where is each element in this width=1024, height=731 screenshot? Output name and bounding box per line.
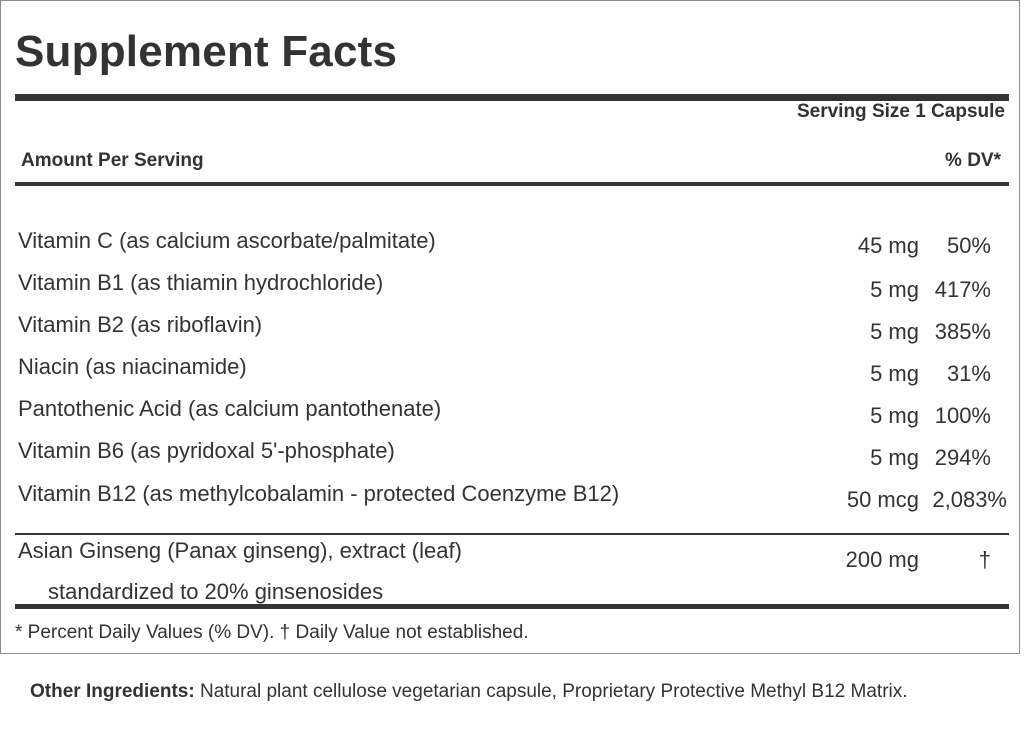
- ginseng-amount: 200 mg: [845, 547, 919, 572]
- nutrient-dv: 2,083%: [932, 487, 1007, 512]
- nutrient-amount: 5 mg: [870, 361, 919, 386]
- amount-per-serving-label: Amount Per Serving: [21, 150, 204, 171]
- header-rule: [15, 182, 1009, 186]
- bottom-thick-rule: [15, 604, 1009, 609]
- ginseng-dv: †: [978, 547, 991, 572]
- nutrient-dv: 31%: [946, 361, 991, 386]
- nutrient-dv: 294%: [934, 445, 991, 470]
- nutrient-amount: 50 mcg: [846, 487, 919, 512]
- other-ingredients-text: Natural plant cellulose vegetarian capsule, Proprietary Protective Methyl B12 Matrix.: [194, 681, 908, 702]
- dv-footnote: * Percent Daily Values (% DV). † Daily Value not established.: [15, 622, 529, 643]
- nutrient-amount: 5 mg: [870, 403, 919, 428]
- ginseng-name: Asian Ginseng (Panax ginseng), extract (leaf): [18, 538, 462, 563]
- nutrient-dv: 385%: [934, 319, 991, 344]
- nutrient-dv: 100%: [934, 403, 991, 428]
- nutrient-dv: 50%: [946, 233, 991, 258]
- nutrient-dv: 417%: [934, 277, 991, 302]
- nutrient-amount: 5 mg: [870, 445, 919, 470]
- ginseng-divider: [15, 533, 1009, 535]
- nutrient-name: Vitamin C (as calcium ascorbate/palmitate): [18, 228, 436, 253]
- nutrient-name: Vitamin B2 (as riboflavin): [18, 312, 263, 337]
- dv-header: % DV*: [945, 150, 1001, 171]
- other-ingredients: [30, 676, 1010, 708]
- nutrient-name: Vitamin B12 (as methylcobalamin - protected Coenzyme B12): [18, 481, 620, 506]
- nutrient-amount: 5 mg: [870, 277, 919, 302]
- panel-title: Supplement Facts: [15, 27, 398, 76]
- top-thick-rule: [15, 94, 1009, 101]
- nutrient-name: Pantothenic Acid (as calcium pantothenate): [18, 396, 442, 421]
- nutrient-amount: 45 mg: [857, 233, 919, 258]
- nutrient-name: Niacin (as niacinamide): [18, 354, 247, 379]
- ginseng-detail: standardized to 20% ginsenosides: [48, 579, 384, 604]
- serving-size: Serving Size 1 Capsule: [796, 101, 1005, 122]
- nutrient-amount: 5 mg: [870, 319, 919, 344]
- other-ingredients-label: Other Ingredients:: [30, 681, 195, 702]
- nutrient-name: Vitamin B6 (as pyridoxal 5'-phosphate): [18, 438, 395, 463]
- nutrient-name: Vitamin B1 (as thiamin hydrochloride): [18, 270, 384, 295]
